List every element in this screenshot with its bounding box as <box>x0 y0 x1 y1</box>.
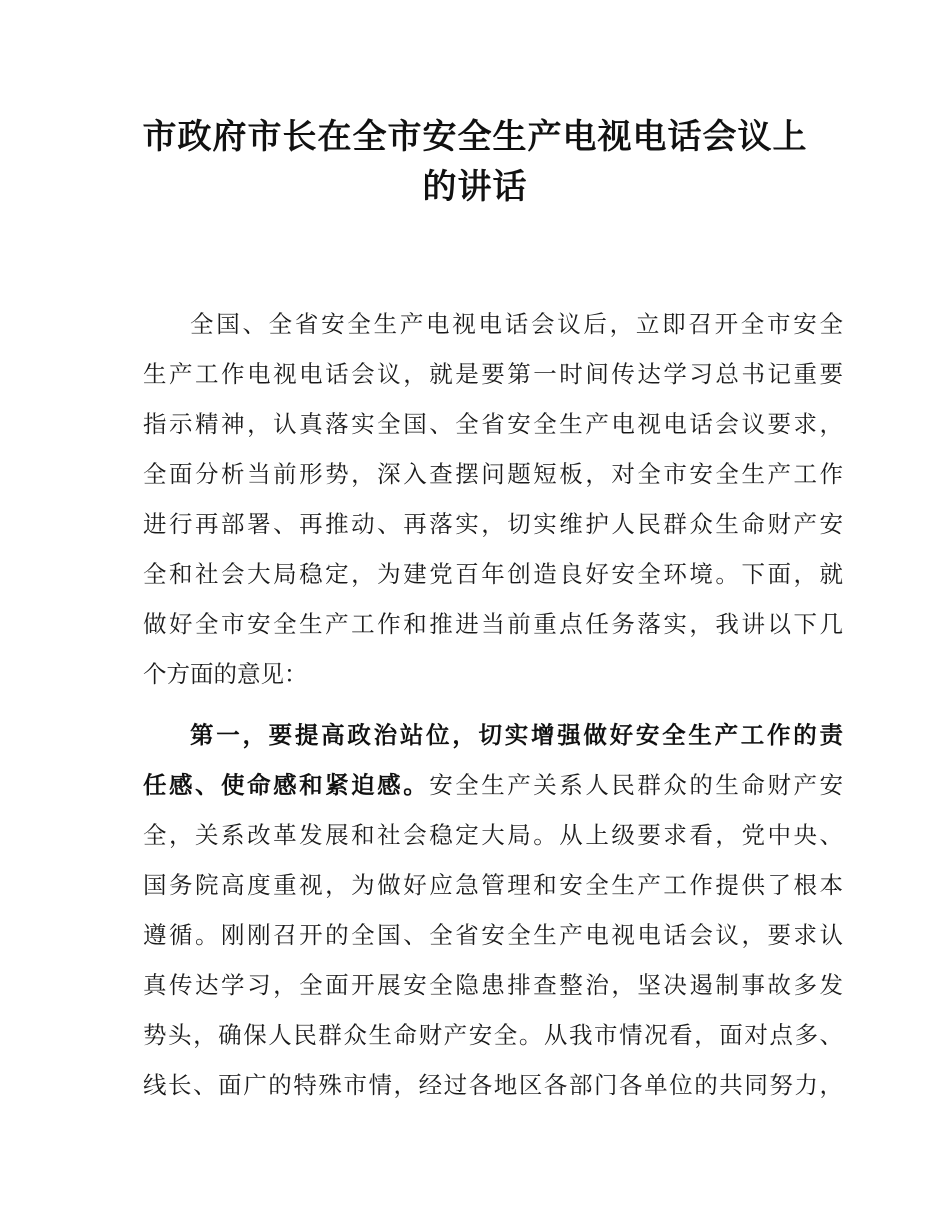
paragraph-line: 遵循。刚刚召开的全国、全省安全生产电视电话会议，要求认 <box>143 921 843 949</box>
paragraph-line: 做好全市安全生产工作和推进当前重点任务落实，我讲以下几 <box>143 610 843 638</box>
paragraph-line: 势头，确保人民群众生命财产安全。从我市情况看，面对点多、 <box>143 1021 843 1049</box>
paragraph-intro <box>143 299 843 699</box>
section-heading-line-1: 第一，要提高政治站位，切实增强做好安全生产工作的责 <box>190 721 843 749</box>
section-heading-line-2: 任感、使命感和紧迫感。 <box>143 771 430 799</box>
paragraph-line-mixed <box>143 760 843 810</box>
paragraph-first-point <box>143 710 843 1110</box>
paragraph-text-continuation: 安全生产关系人民群众的生命财产安 <box>429 771 844 799</box>
paragraph-line: 国务院高度重视，为做好应急管理和安全生产工作提供了根本 <box>143 871 843 899</box>
paragraph-line: 生产工作电视电话会议，就是要第一时间传达学习总书记重要 <box>143 360 843 388</box>
title-line-2: 的讲话 <box>422 167 528 207</box>
title-line-1: 市政府市长在全市安全生产电视电话会议上 <box>142 117 808 157</box>
paragraph-line: 全国、全省安全生产电视电话会议后，立即召开全市安全 <box>190 310 843 338</box>
paragraph-line: 指示精神，认真落实全国、全省安全生产电视电话会议要求， <box>143 410 843 438</box>
page-title <box>100 112 850 212</box>
paragraph-line: 线长、面广的特殊市情，经过各地区各部门各单位的共同努力， <box>143 1071 843 1099</box>
paragraph-line: 全，关系改革发展和社会稳定大局。从上级要求看，党中央、 <box>143 821 843 849</box>
paragraph-line: 全和社会大局稳定，为建党百年创造良好安全环境。下面，就 <box>143 560 843 588</box>
paragraph-line: 真传达学习，全面开展安全隐患排查整治，坚决遏制事故多发 <box>143 971 843 999</box>
paragraph-line: 个方面的意见： <box>143 660 308 688</box>
paragraph-line: 进行再部署、再推动、再落实，切实维护人民群众生命财产安 <box>143 510 843 538</box>
paragraph-line: 全面分析当前形势，深入查摆问题短板，对全市安全生产工作 <box>143 460 843 488</box>
